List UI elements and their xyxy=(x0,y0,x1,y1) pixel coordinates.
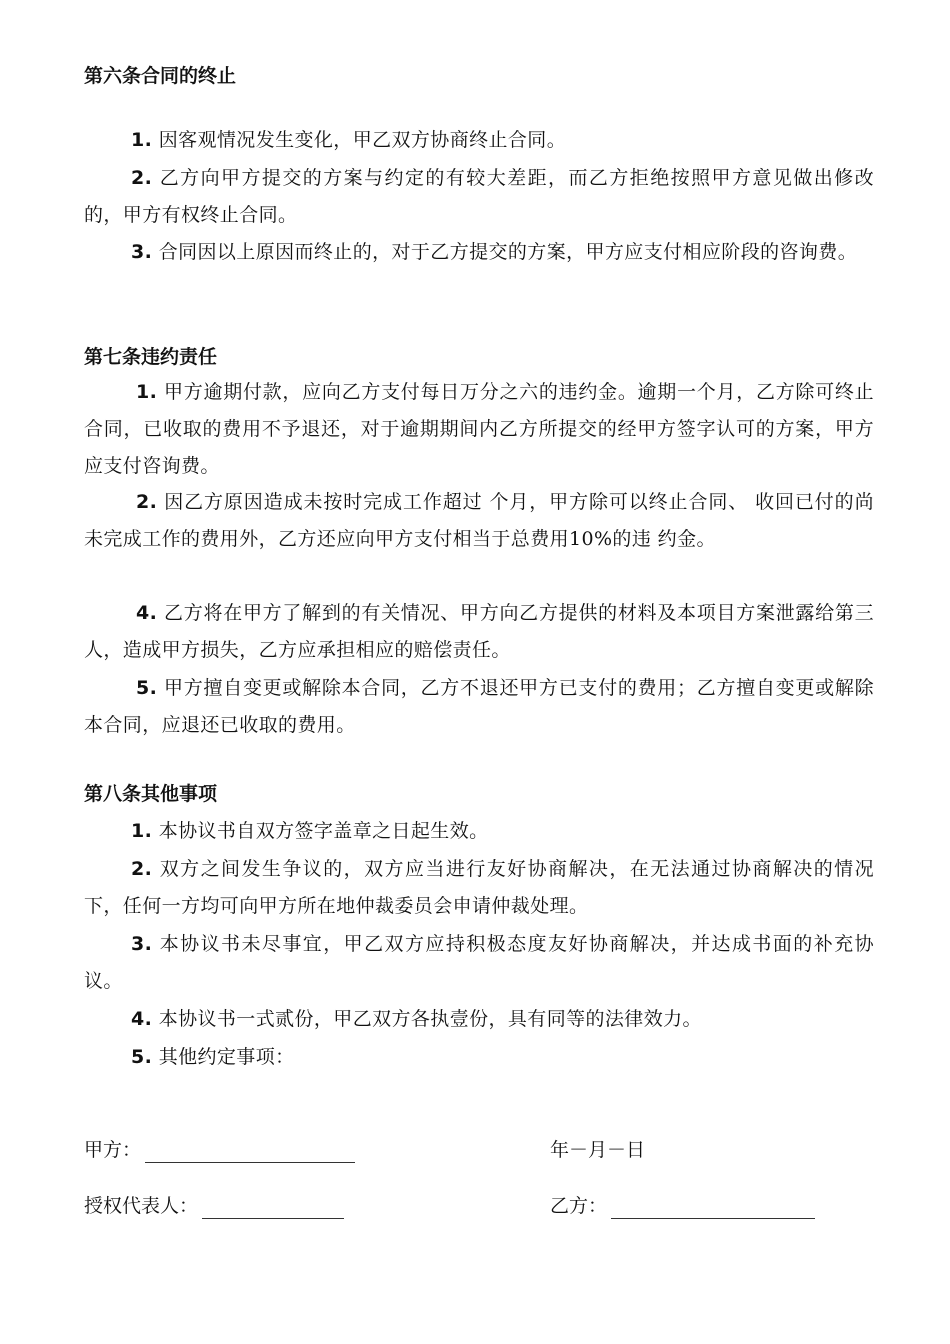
item-text: 甲方擅自变更或解除本合同，乙方不退还甲方已支付的费用；乙方擅自变更或解除本合同，应退还已收取的费用。 xyxy=(84,677,874,736)
section8-item-1 xyxy=(84,813,874,850)
item-number: 1. xyxy=(131,820,153,842)
item-text: 本协议书未尽事宜，甲乙双方应持积极态度友好协商解决，并达成书面的补充协议。 xyxy=(84,933,874,992)
section7-item-1 xyxy=(84,374,874,485)
item-number: 1. xyxy=(131,129,153,151)
party-a-signature xyxy=(84,1137,355,1163)
item-text: 因乙方原因造成未按时完成工作超过 个月，甲方除可以终止合同、 收回已付的尚未完成工作的费用外，乙方还应向甲方支付相当于总费用10%的违 约金。 xyxy=(84,491,874,550)
item-number: 5. xyxy=(131,1046,153,1068)
party-b-signature xyxy=(550,1193,815,1219)
item-text: 双方之间发生争议的，双方应当进行友好协商解决，在无法通过协商解决的情况下，任何一方均可向甲方所在地仲裁委员会申请仲裁处理。 xyxy=(84,858,874,917)
item-text: 乙方向甲方提交的方案与约定的有较大差距，而乙方拒绝按照甲方意见做出修改的，甲方有权终止合同。 xyxy=(84,167,874,226)
item-number: 4. xyxy=(136,602,158,624)
date-label: 年－月－日 xyxy=(550,1139,646,1161)
party-b-signature-line[interactable] xyxy=(611,1198,815,1219)
item-number: 2. xyxy=(136,491,158,513)
section8-item-5 xyxy=(84,1039,874,1076)
section7-heading: 第七条违约责任 xyxy=(84,346,218,368)
section6-item-1 xyxy=(84,122,874,159)
section8-item-3 xyxy=(84,926,874,1000)
section7-item-5 xyxy=(84,670,874,744)
item-text: 甲方逾期付款，应向乙方支付每日万分之六的违约金。逾期一个月，乙方除可终止合同，已收取的费用不予退还，对于逾期期间内乙方所提交的经甲方签字认可的方案，甲方应支付咨询费。 xyxy=(84,381,874,477)
item-text: 乙方将在甲方了解到的有关情况、甲方向乙方提供的材料及本项目方案泄露给第三人，造成甲方损失，乙方应承担相应的赔偿责任。 xyxy=(84,602,874,661)
item-number: 5. xyxy=(136,677,158,699)
section6-heading: 第六条合同的终止 xyxy=(84,65,237,87)
date-field xyxy=(550,1137,645,1163)
section7-item-4 xyxy=(84,595,874,669)
item-text: 因客观情况发生变化，甲乙双方协商终止合同。 xyxy=(158,129,567,151)
item-number: 4. xyxy=(131,1008,153,1030)
party-a-signature-line[interactable] xyxy=(145,1142,355,1163)
rep-label: 授权代表人： xyxy=(84,1195,199,1217)
party-a-label: 甲方： xyxy=(84,1139,142,1161)
item-number: 2. xyxy=(131,858,153,880)
section8-item-4 xyxy=(84,1001,874,1038)
section6-item-2 xyxy=(84,160,874,234)
rep-signature-line[interactable] xyxy=(202,1198,344,1219)
item-text: 本协议书一式贰份，甲乙双方各执壹份，具有同等的法律效力。 xyxy=(158,1008,702,1030)
item-text: 其他约定事项： xyxy=(158,1046,295,1068)
section6-item-3 xyxy=(84,234,874,271)
item-text: 合同因以上原因而终止的，对于乙方提交的方案，甲方应支付相应阶段的咨询费。 xyxy=(158,241,858,263)
section8-heading: 第八条其他事项 xyxy=(84,783,218,805)
party-b-label: 乙方： xyxy=(550,1195,608,1217)
section7-item-2 xyxy=(84,484,874,558)
item-number: 3. xyxy=(131,241,153,263)
section8-item-2 xyxy=(84,851,874,925)
item-number: 2. xyxy=(131,167,153,189)
item-text: 本协议书自双方签字盖章之日起生效。 xyxy=(158,820,489,842)
item-number: 1. xyxy=(136,381,158,403)
authorized-rep-signature xyxy=(84,1193,344,1219)
item-number: 3. xyxy=(131,933,153,955)
